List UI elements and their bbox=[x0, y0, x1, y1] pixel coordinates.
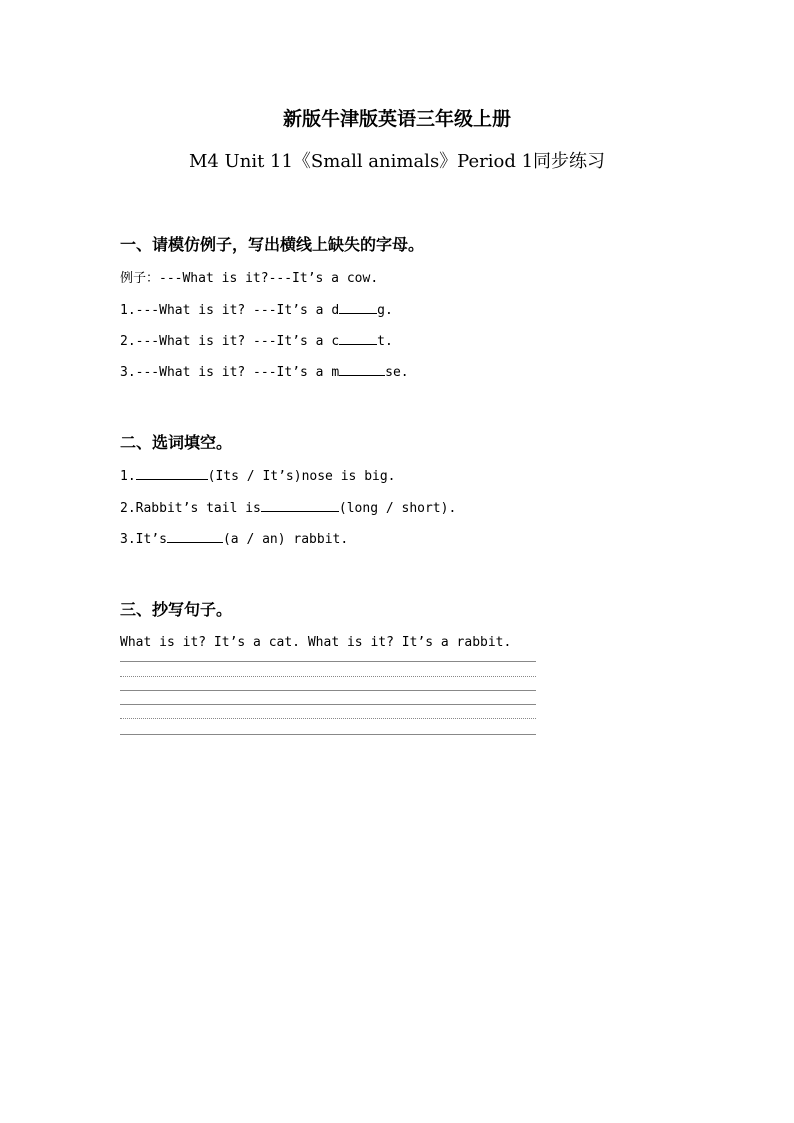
answer-blank[interactable] bbox=[339, 333, 377, 345]
answer-blank[interactable] bbox=[136, 468, 208, 480]
section2-heading: 二、选词填空。 bbox=[120, 433, 233, 452]
item-prefix: 2.Rabbit’s tail is bbox=[120, 501, 261, 516]
item-suffix: g. bbox=[377, 303, 393, 318]
section3-heading: 三、抄写句子。 bbox=[120, 600, 233, 619]
answer-blank[interactable] bbox=[167, 531, 223, 543]
item-prefix: 3.It’s bbox=[120, 532, 167, 547]
item-suffix: (a / an) rabbit. bbox=[222, 532, 349, 547]
item-prefix: 1.---What is it? ---It’s a d bbox=[120, 303, 340, 318]
section1-example: 例子：---What is it?---It’s a cow. bbox=[120, 271, 379, 286]
section1-item-2 bbox=[120, 333, 393, 350]
item-suffix: (Its / It’s)nose is big. bbox=[207, 469, 396, 484]
answer-blank[interactable] bbox=[339, 302, 377, 314]
writing-guide-line bbox=[120, 718, 536, 719]
copy-sentence: What is it? It’s a cat. What is it? It’s a rabbit. bbox=[120, 635, 512, 650]
item-suffix: (long / short). bbox=[338, 501, 457, 516]
item-prefix: 3.---What is it? ---It’s a m bbox=[120, 365, 340, 380]
writing-line[interactable] bbox=[120, 661, 536, 662]
section1-item-3 bbox=[120, 364, 409, 381]
item-suffix: t. bbox=[377, 334, 393, 349]
writing-guide-line bbox=[120, 676, 536, 677]
section2-item-2 bbox=[120, 500, 456, 517]
page-title: 新版牛津版英语三年级上册 bbox=[282, 108, 511, 130]
item-prefix: 2.---What is it? ---It’s a c bbox=[120, 334, 340, 349]
section2-item-1 bbox=[120, 468, 396, 485]
page-subtitle: M4 Unit 11《Small animals》Period 1同步练习 bbox=[188, 151, 606, 172]
answer-blank[interactable] bbox=[261, 500, 339, 512]
item-suffix: se. bbox=[385, 365, 409, 380]
section2-item-3 bbox=[120, 531, 348, 548]
answer-blank[interactable] bbox=[339, 364, 385, 376]
item-prefix: 1. bbox=[120, 469, 136, 484]
writing-line[interactable] bbox=[120, 690, 536, 691]
section1-item-1 bbox=[120, 302, 393, 319]
writing-line[interactable] bbox=[120, 734, 536, 735]
section1-heading: 一、请模仿例子，写出横线上缺失的字母。 bbox=[120, 235, 425, 254]
writing-line[interactable] bbox=[120, 704, 536, 705]
